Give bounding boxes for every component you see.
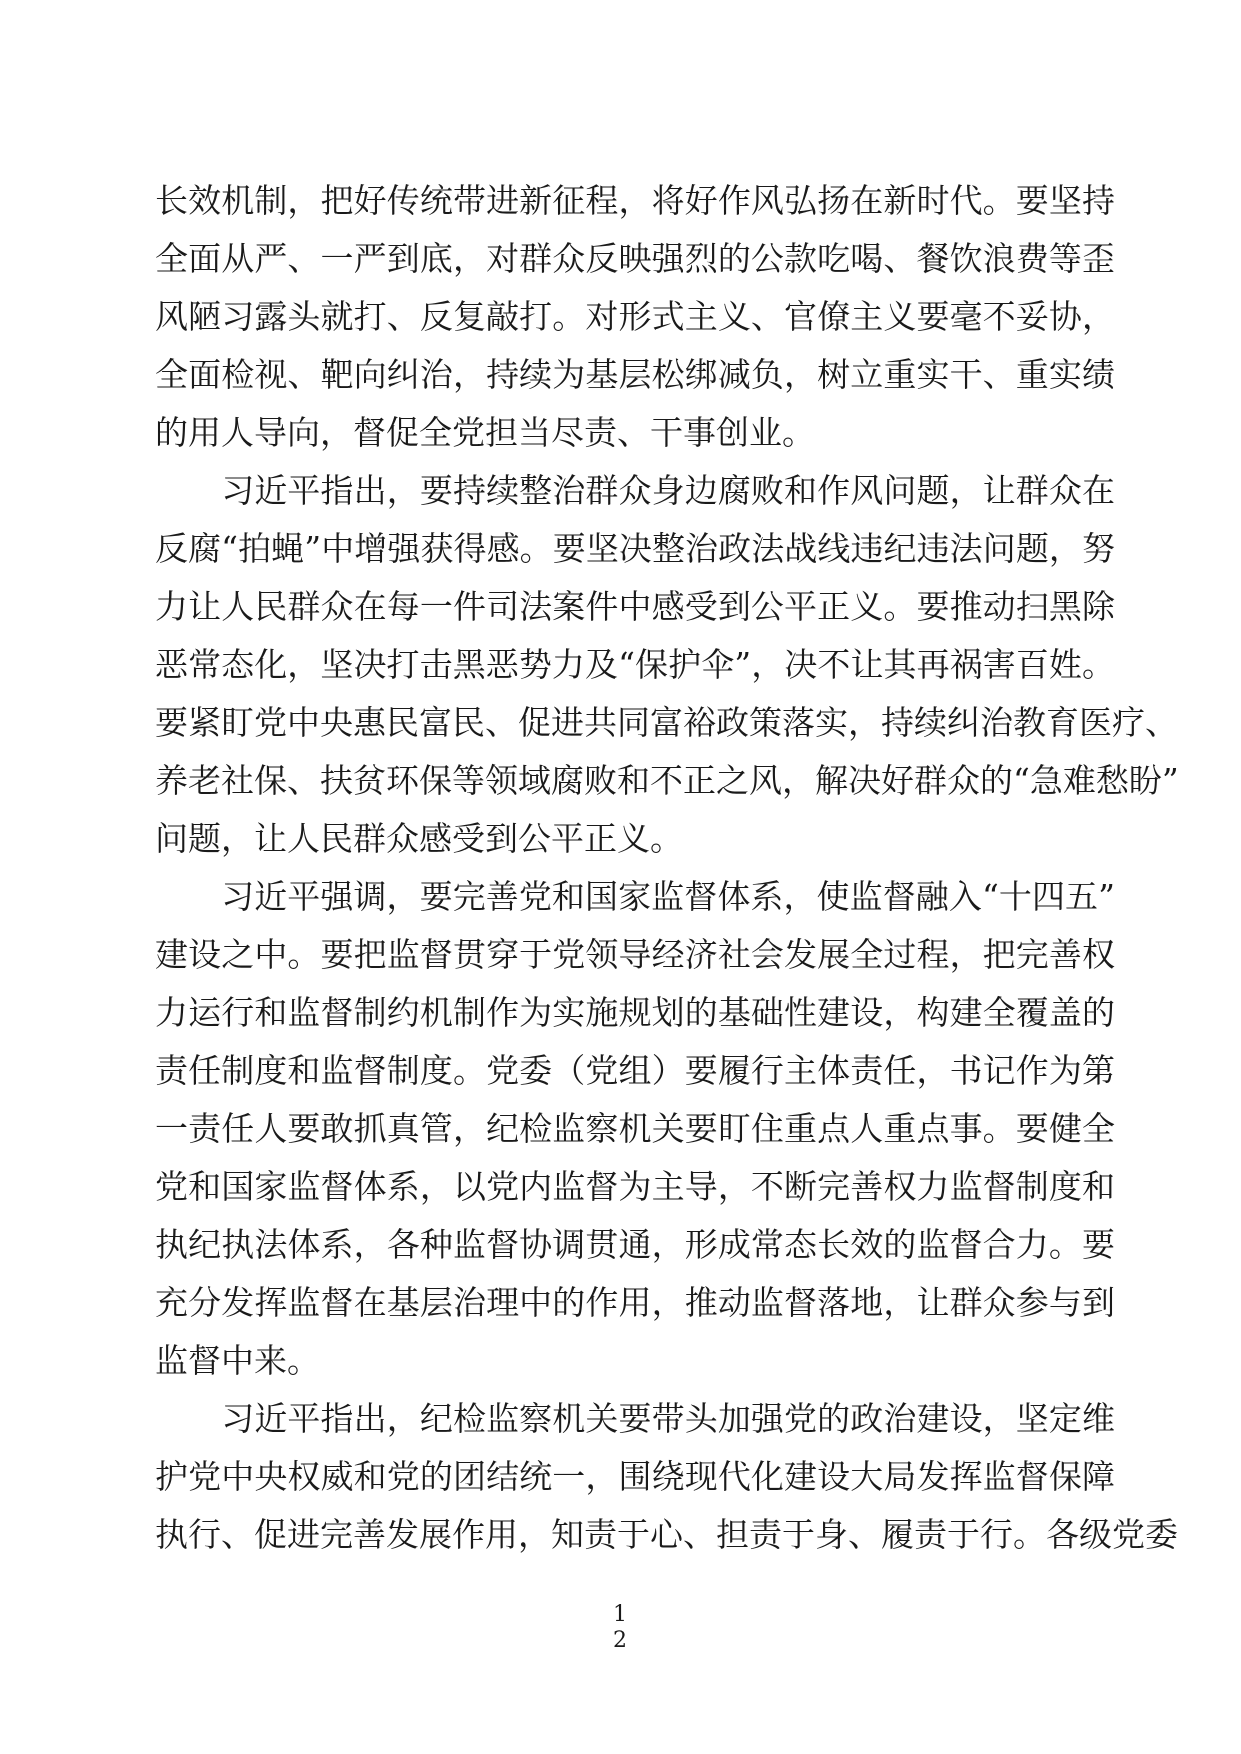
text-line: 全面检视、靶向纠治，持续为基层松绑减负，树立重实干、重实绩 [155,355,1115,394]
body-text [155,172,1179,1564]
text-line: 建设之中。要把监督贯穿于党领导经济社会发展全过程，把完善权 [155,935,1115,974]
text-line: 习近平强调，要完善党和国家监督体系，使监督融入“十四五” [155,877,1115,916]
text-line: 习近平指出，纪检监察机关要带头加强党的政治建设，坚定维 [155,1399,1115,1438]
text-line: 力让人民群众在每一件司法案件中感受到公平正义。要推动扫黑除 [155,587,1115,626]
page-number [600,1602,640,1654]
text-line: 力运行和监督制约机制作为实施规划的基础性建设，构建全覆盖的 [155,993,1115,1032]
text-line: 的用人导向，督促全党担当尽责、干事创业。 [155,413,815,452]
text-line: 问题，让人民群众感受到公平正义。 [155,819,683,858]
text-line: 全面从严、一严到底，对群众反映强烈的公款吃喝、餐饮浪费等歪 [155,239,1115,278]
text-line: 要紧盯党中央惠民富民、促进共同富裕政策落实，持续纠治教育医疗、 [155,703,1178,742]
text-line: 一责任人要敢抓真管，纪检监察机关要盯住重点人重点事。要健全 [155,1109,1115,1148]
text-line: 党和国家监督体系，以党内监督为主导，不断完善权力监督制度和 [155,1167,1115,1206]
text-line: 恶常态化，坚决打击黑恶势力及“保护伞”，决不让其再祸害百姓。 [155,645,1115,684]
text-line: 习近平指出，要持续整治群众身边腐败和作风问题，让群众在 [155,471,1115,510]
page-number-top: 1 [613,1602,627,1627]
text-line: 执行、促进完善发展作用，知责于心、担责于身、履责于行。各级党委 [155,1515,1178,1554]
page-number-bottom: 2 [613,1628,627,1653]
text-line: 反腐“拍蝇”中增强获得感。要坚决整治政法战线违纪违法问题，努 [155,529,1115,568]
text-line: 监督中来。 [155,1341,320,1380]
text-line: 风陋习露头就打、反复敲打。对形式主义、官僚主义要毫不妥协， [155,297,1115,336]
text-line: 责任制度和监督制度。党委（党组）要履行主体责任，书记作为第 [155,1051,1115,1090]
text-line: 长效机制，把好传统带进新征程，将好作风弘扬在新时代。要坚持 [155,181,1115,220]
text-line: 养老社保、扶贫环保等领域腐败和不正之风，解决好群众的“急难愁盼” [155,761,1179,800]
text-line: 执纪执法体系，各种监督协调贯通，形成常态长效的监督合力。要 [155,1225,1115,1264]
text-line: 充分发挥监督在基层治理中的作用，推动监督落地，让群众参与到 [155,1283,1115,1322]
text-line: 护党中央权威和党的团结统一，围绕现代化建设大局发挥监督保障 [155,1457,1115,1496]
